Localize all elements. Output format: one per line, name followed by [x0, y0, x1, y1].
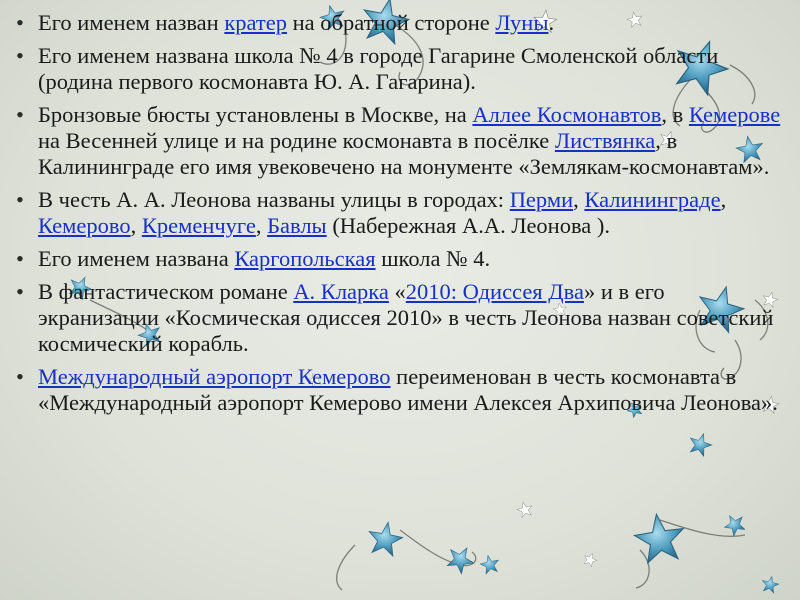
link-kargopolskaya[interactable]: Каргопольская: [234, 246, 376, 271]
bullet-kargopol-school: [14, 246, 790, 272]
text: на обратной стороне: [287, 10, 496, 35]
bullet-crater: [14, 10, 790, 36]
bullet-busts: [14, 102, 790, 180]
text: » и в его экранизации «Космическая одиссея 2010» в честь Леонова назван советский космический корабль.: [38, 279, 774, 356]
bullet-streets: [14, 187, 790, 239]
bullet-airport: [14, 364, 790, 416]
text: школа № 4.: [375, 246, 491, 271]
text: ,: [720, 187, 727, 212]
link-cosmonauts-alley[interactable]: Аллее Космонавтов: [472, 102, 662, 127]
link-kemerovo-airport[interactable]: Международный аэропорт Кемерово: [38, 364, 391, 389]
link-kemerovo[interactable]: Кемерове: [688, 102, 781, 127]
bullet-list: [14, 10, 790, 423]
text: ,: [255, 213, 268, 238]
text: «: [388, 279, 406, 304]
link-listvyanka[interactable]: Листвянка: [554, 128, 656, 153]
link-odyssey-two[interactable]: 2010: Одиссея Два: [405, 279, 584, 304]
text: В фантастическом романе: [38, 279, 294, 304]
text: Его именем назван: [38, 10, 225, 35]
text: .: [548, 10, 555, 35]
text: Его именем названа школа № 4 в городе Гагарине Смоленской области (родина первого космонавта Ю. А. Гагарина).: [38, 43, 719, 94]
link-kemerovo-city[interactable]: Кемерово: [38, 213, 131, 238]
bullet-odyssey: [14, 279, 790, 357]
text: ,: [130, 213, 142, 238]
link-bavly[interactable]: Бавлы: [267, 213, 327, 238]
text: В честь А. А. Леонова названы улицы в городах:: [38, 187, 510, 212]
bullet-school: [14, 43, 790, 95]
text: Его именем названа: [38, 246, 235, 271]
text: ,: [573, 187, 585, 212]
text: , в Калининграде его имя увековечено на монументе «Землякам-космонавтам».: [38, 128, 770, 179]
text: на Весенней улице и на родине космонавта в посёлке: [38, 128, 555, 153]
link-kaliningrad[interactable]: Калининграде: [584, 187, 721, 212]
link-clarke[interactable]: А. Кларка: [293, 279, 389, 304]
link-crater[interactable]: кратер: [224, 10, 287, 35]
text: переименован в честь космонавта в «Международный аэропорт Кемерово имени Алексея Архиповича Леонова».: [38, 364, 778, 415]
text: (Набережная А.А. Леонова ).: [326, 213, 611, 238]
text: , в: [661, 102, 689, 127]
link-perm[interactable]: Перми: [509, 187, 574, 212]
text: Бронзовые бюсты установлены в Москве, на: [38, 102, 473, 127]
link-kremenchug[interactable]: Кременчуге: [141, 213, 256, 238]
link-moon[interactable]: Луны: [495, 10, 549, 35]
